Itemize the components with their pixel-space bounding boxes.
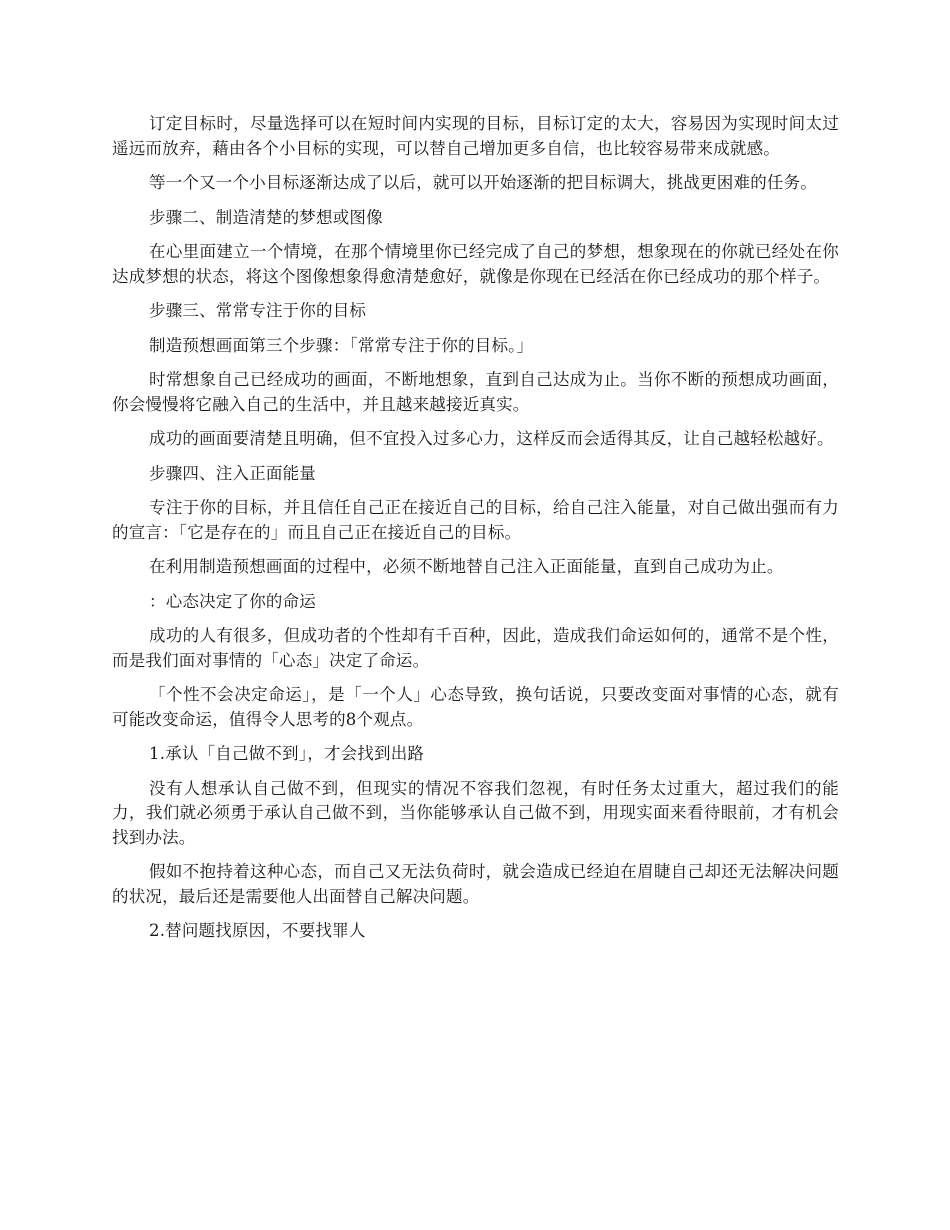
paragraph: 没有人想承认自己做不到，但现实的情况不容我们忽视，有时任务太过重大，超过我们的能力，我们就必须勇于承认自己做不到，当你能够承认自己做不到，用现实面来看待眼前，才有机会找到办法。 [112, 778, 839, 847]
paragraph: 等一个又一个小目标逐渐达成了以后，就可以开始逐渐的把目标调大，挑战更困难的任务。 [149, 173, 817, 192]
paragraph: 时常想象自己已经成功的画面，不断地想象，直到自己达成为止。当你不断的预想成功画面，你会慢慢将它融入自己的生活中，并且越来越接近真实。 [112, 370, 839, 414]
section-heading: 2.替问题找原因，不要找罪人 [149, 921, 366, 940]
section-heading: ：心态决定了你的命运 [149, 591, 316, 611]
section-heading: 步骤四、注入正面能量 [149, 463, 316, 483]
paragraph: 在心里面建立一个情境，在那个情境里你已经完成了自己的梦想，想象现在的你就已经处在你达成梦想的状态，将这个图像想象得愈清楚愈好，就像是你现在已经活在你已经成功的那个样子。 [112, 242, 839, 286]
section-heading: 步骤二、制造清楚的梦想或图像 [149, 207, 383, 227]
section-heading: 1.承认「自己做不到」，才会找到出路 [149, 744, 425, 763]
paragraph: 成功的人有很多，但成功者的个性却有千百种，因此，造成我们命运如何的，通常不是个性，而是我们面对事情的「心态」决定了命运。 [112, 626, 839, 670]
paragraph: 「个性不会决定命运」，是「一个人」心态导致，换句话说，只要改变面对事情的心态，就有可能改变命运，值得令人思考的8个观点。 [112, 685, 839, 729]
paragraph: 制造预想画面第三个步骤：「常常专注于你的目标。」 [149, 335, 534, 355]
paragraph: 成功的画面要清楚且明确，但不宜投入过多心力，这样反而会适得其反，让自己越轻松越好。 [149, 429, 834, 448]
paragraph: 假如不抱持着这种心态，而自己又无法负荷时，就会造成已经迫在眉睫自己却还无法解决问题的状况，最后还是需要他人出面替自己解决问题。 [112, 862, 839, 906]
section-heading: 步骤三、常常专注于你的目标 [149, 301, 367, 320]
paragraph: 在利用制造预想画面的过程中，必须不断地替自己注入正面能量，直到自己成功为止。 [149, 557, 784, 576]
paragraph: 专注于你的目标，并且信任自己正在接近自己的目标，给自己注入能量，对自己做出强而有力的宣言：「它是存在的」而且自己正在接近自己的目标。 [112, 498, 839, 542]
paragraph: 订定目标时，尽量选择可以在短时间内实现的目标，目标订定的太大，容易因为实现时间太过遥远而放弃，藉由各个小目标的实现，可以替自己增加更多自信，也比较容易带来成就感。 [112, 114, 839, 158]
document-body [112, 112, 839, 954]
